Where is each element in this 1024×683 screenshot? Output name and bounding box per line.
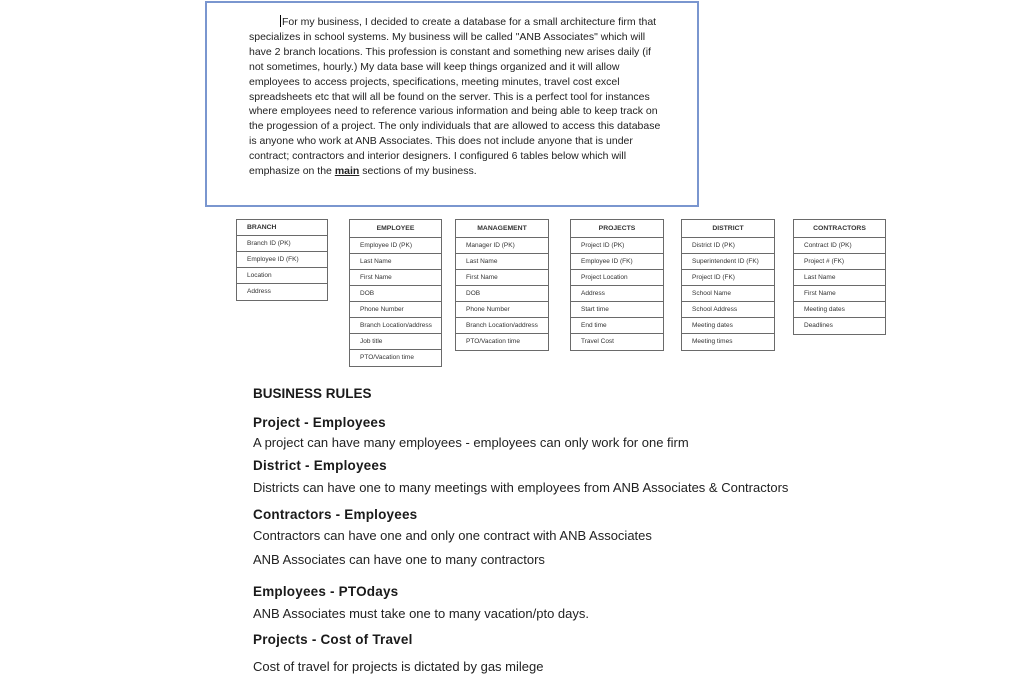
table-management-title: MANAGEMENT bbox=[456, 220, 548, 238]
intro-paragraph bbox=[249, 15, 661, 179]
table-management-field: PTO/Vacation time bbox=[466, 338, 520, 345]
rule-text: Districts can have one to many meetings with employees from ANB Associates & Contractors bbox=[253, 480, 789, 495]
table-employee-field: PTO/Vacation time bbox=[360, 354, 414, 361]
rule-title: District - Employees bbox=[253, 458, 387, 473]
table-employee-field: DOB bbox=[350, 286, 441, 302]
rule-text: Cost of travel for projects is dictated by gas milege bbox=[253, 659, 544, 674]
rule-title: Employees - PTOdays bbox=[253, 584, 399, 599]
table-contractors-field: Meeting dates bbox=[794, 302, 885, 318]
text-cursor bbox=[280, 15, 281, 27]
rule-title: Contractors - Employees bbox=[253, 507, 418, 522]
table-management-field: First Name bbox=[456, 270, 548, 286]
table-projects bbox=[570, 219, 664, 351]
table-branch-field: Branch ID (PK) bbox=[237, 236, 327, 252]
table-district-field: Meeting dates bbox=[682, 318, 774, 334]
table-contractors-field: First Name bbox=[794, 286, 885, 302]
table-district-title: DISTRICT bbox=[682, 220, 774, 238]
table-employee-field: Job title bbox=[350, 334, 441, 350]
intro-emphasis-word: main bbox=[334, 165, 360, 178]
rule-title: Projects - Cost of Travel bbox=[253, 632, 413, 647]
table-branch-field: Location bbox=[237, 268, 327, 284]
intro-text-box[interactable] bbox=[205, 1, 699, 207]
intro-text-part2: sections of my business. bbox=[359, 165, 477, 178]
table-district-field: Superintendent ID (FK) bbox=[682, 254, 774, 270]
table-employee-field: Branch Location/address bbox=[350, 318, 441, 334]
table-employee-field: Employee ID (PK) bbox=[350, 238, 441, 254]
table-management bbox=[455, 219, 549, 351]
rule-text: ANB Associates must take one to many vacation/pto days. bbox=[253, 606, 590, 621]
table-projects-field: Project ID (PK) bbox=[571, 238, 663, 254]
rule-text: Contractors can have one and only one contract with ANB Associates bbox=[253, 528, 652, 543]
table-projects-field: Employee ID (FK) bbox=[571, 254, 663, 270]
table-contractors-field: Deadlines bbox=[804, 322, 833, 329]
table-contractors-field: Project # (FK) bbox=[794, 254, 885, 270]
table-contractors bbox=[793, 219, 886, 335]
table-employee bbox=[349, 219, 442, 367]
table-branch bbox=[236, 219, 328, 301]
table-district-field: District ID (PK) bbox=[682, 238, 774, 254]
table-contractors-field: Last Name bbox=[794, 270, 885, 286]
table-management-field: Manager ID (PK) bbox=[456, 238, 548, 254]
table-branch-title: BRANCH bbox=[237, 220, 327, 236]
table-district-field: School Address bbox=[682, 302, 774, 318]
table-management-field: Branch Location/address bbox=[456, 318, 548, 334]
table-management-field: Phone Number bbox=[456, 302, 548, 318]
table-branch-field: Address bbox=[247, 288, 271, 295]
rule-text: A project can have many employees - employees can only work for one firm bbox=[253, 435, 689, 450]
table-branch-field: Employee ID (FK) bbox=[237, 252, 327, 268]
table-district-field: Meeting times bbox=[692, 338, 733, 345]
table-district-field: School Name bbox=[682, 286, 774, 302]
table-projects-field: Travel Cost bbox=[581, 338, 614, 345]
table-employee-field: Last Name bbox=[350, 254, 441, 270]
rule-text: ANB Associates can have one to many contractors bbox=[253, 552, 545, 567]
table-employee-title: EMPLOYEE bbox=[350, 220, 441, 238]
table-management-field: Last Name bbox=[456, 254, 548, 270]
intro-text-part1: For my business, I decided to create a database for a small architecture firm that specializes in school systems. My business will be called "ANB Associates" which will have 2 branch locations. This profession is constant and something new arises daily (if not sometimes, hourly.) My data base will keep things organized and it will allow employees to access projects, specifications, meeting minutes, travel cost excel spreadsheets etc that will all be found on the server. This is a perfect tool for instances where employees need to reference various information and being able to keep track on the progession of a project. The only individuals that are allowed to access this database is anyone who work at ANB Associates. This does not include anyone that is under contract; contractors and interior designers. I configured 6 tables below which will emphasize on the bbox=[249, 16, 661, 178]
table-projects-field: Address bbox=[571, 286, 663, 302]
business-rules-heading: BUSINESS RULES bbox=[253, 386, 372, 401]
table-projects-field: End time bbox=[571, 318, 663, 334]
table-district-field: Project ID (FK) bbox=[682, 270, 774, 286]
rule-title: Project - Employees bbox=[253, 415, 386, 430]
table-management-field: DOB bbox=[456, 286, 548, 302]
table-projects-title: PROJECTS bbox=[571, 220, 663, 238]
table-contractors-field: Contract ID (PK) bbox=[794, 238, 885, 254]
table-contractors-title: CONTRACTORS bbox=[794, 220, 885, 238]
table-projects-field: Project Location bbox=[571, 270, 663, 286]
table-projects-field: Start time bbox=[571, 302, 663, 318]
table-employee-field: Phone Number bbox=[350, 302, 441, 318]
table-employee-field: First Name bbox=[350, 270, 441, 286]
table-district bbox=[681, 219, 775, 351]
